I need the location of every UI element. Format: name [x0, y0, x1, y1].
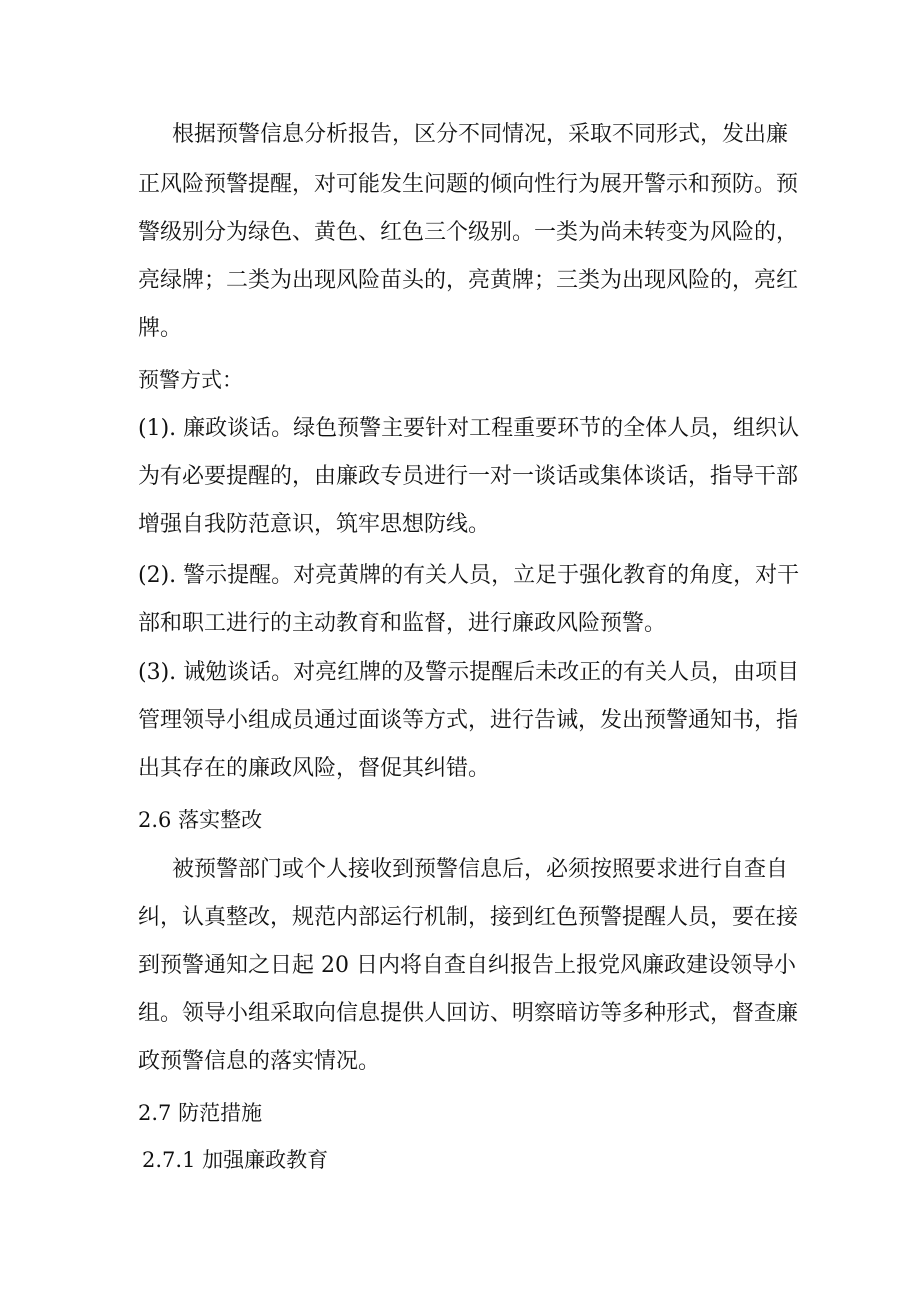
section-title-2-7: 2.7 防范措施 — [138, 1101, 263, 1125]
list-item-line: 为有必要提醒的，由廉政专员进行一对一谈话或集体谈话，指导干部 — [138, 464, 799, 489]
list-item-line: (3). 诫勉谈话。对亮红牌的及警示提醒后未改正的有关人员，由项目 — [138, 660, 800, 685]
paragraph-line: 亮绿牌；二类为出现风险苗头的，亮黄牌；三类为出现风险的，亮红 — [138, 268, 799, 293]
paragraph-line: 到预警通知之日起 20 日内将自查自纠报告上报党风廉政建设领导小 — [138, 953, 796, 978]
section-title-2-7-1: 2.7.1 加强廉政教育 — [142, 1148, 329, 1172]
list-item-line: 部和职工进行的主动教育和监督，进行廉政风险预警。 — [138, 611, 667, 636]
paragraph-line: 正风险预警提醒，对可能发生问题的倾向性行为展开警示和预防。预 — [138, 172, 799, 197]
list-item-line: (2). 警示提醒。对亮黄牌的有关人员，立足于强化教育的角度，对干 — [138, 563, 800, 588]
paragraph-line: 纠，认真整改，规范内部运行机制，接到红色预警提醒人员，要在接 — [138, 905, 799, 930]
section-title-2-6: 2.6 落实整改 — [138, 808, 263, 832]
paragraph-line: 组。领导小组采取向信息提供人回访、明察暗访等多种形式，督查廉 — [138, 1001, 799, 1026]
list-item-line: 管理领导小组成员通过面谈等方式，进行告诫，发出预警通知书，指 — [138, 708, 799, 733]
paragraph-line: 政预警信息的落实情况。 — [138, 1049, 381, 1074]
list-item-line: (1). 廉政谈话。绿色预警主要针对工程重要环节的全体人员，组织认 — [138, 416, 800, 441]
paragraph-line: 牌。 — [138, 316, 183, 341]
paragraph-line: 警级别分为绿色、黄色、红色三个级别。一类为尚未转变为风险的， — [138, 220, 799, 245]
list-item-line: 增强自我防范意识，筑牢思想防线。 — [138, 512, 491, 537]
paragraph-line: 被预警部门或个人接收到预警信息后，必须按照要求进行自查自 — [172, 857, 789, 882]
paragraph-line: 根据预警信息分析报告，区分不同情况，采取不同形式，发出廉 — [172, 122, 789, 147]
warning-methods-title: 预警方式： — [138, 368, 243, 392]
list-item-line: 出其存在的廉政风险，督促其纠错。 — [138, 756, 491, 781]
